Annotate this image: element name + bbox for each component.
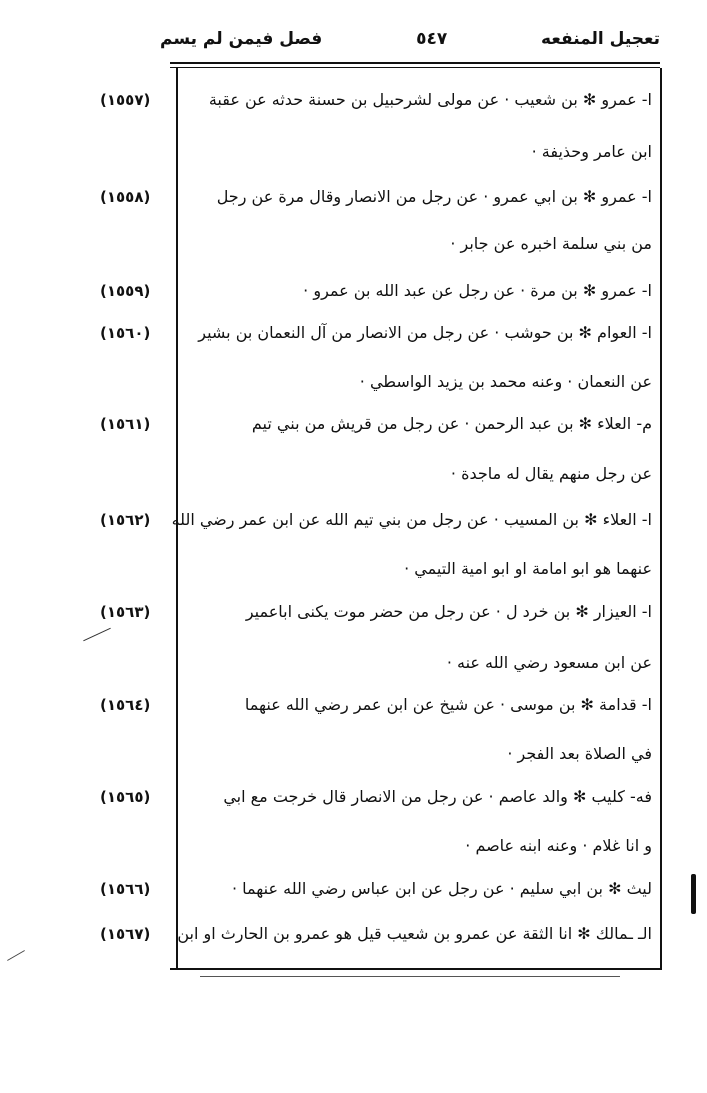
entry-number: (١٥٦٢) (100, 511, 151, 529)
entry-text-line: ا- عمرو ✻ بن ابي عمرو · عن رجل من الانصار وقال مرة عن رجل (216, 187, 652, 206)
entry-text-line: الـ ـمالك ✻ انا الثقة عن عمرو بن شعيب قيل هو عمرو بن الحارث او ابن (177, 924, 652, 943)
entry-text-line: عن النعمان · وعنه محمد بن يزيد الواسطي · (359, 372, 652, 391)
header-rule (170, 62, 660, 64)
header-rule-inner (170, 67, 660, 68)
page-header (160, 18, 660, 60)
entry-number: (١٥٦١) (100, 415, 151, 433)
entry-number: (١٥٦٦) (100, 880, 151, 898)
entry-text-line: ليث ✻ بن ابي سليم · عن رجل عن ابن عباس رضي الله عنهما · (231, 879, 652, 898)
entry-text-line: و انا غلام · وعنه ابنه عاصم · (465, 836, 652, 855)
entry-number: (١٥٦٣) (100, 603, 151, 621)
book-title: تعجيل المنفعه (541, 29, 660, 49)
entry-text-line: ابن عامر وحذيفة · (531, 142, 652, 161)
margin-pen-mark (83, 628, 111, 642)
corner-pen-mark (7, 950, 25, 961)
entry-text-line: فه- كليب ✻ والد عاصم · عن رجل من الانصار قال خرجت مع ابي (223, 787, 652, 806)
entry-number: (١٥٥٩) (100, 282, 151, 300)
entry-text-line: ا- عمرو ✻ بن شعيب · عن مولى لشرحبيل بن حسنة حدثه عن عقبة (208, 90, 652, 109)
entry-text-line: م- العلاء ✻ بن عبد الرحمن · عن رجل من قريش من بني تيم (251, 414, 652, 433)
entry-text-line: ا- العوام ✻ بن حوشب · عن رجل من الانصار من آل النعمان بن بشير (198, 323, 652, 342)
page-number: ٥٤٧ (416, 29, 448, 49)
entry-number: (١٥٦٥) (100, 788, 151, 806)
entry-text-line: من بني سلمة اخبره عن جابر · (450, 234, 652, 253)
entry-text-line: عنهما هو ابو امامة او ابو امية التيمي · (404, 559, 652, 578)
entry-text-line: عن رجل منهم يقال له ماجدة · (450, 464, 652, 483)
entry-text-line: عن ابن مسعود رضي الله عنه · (446, 653, 652, 672)
footer-rule-inner (200, 976, 620, 977)
entry-text-line: ا- عمرو ✻ بن مرة · عن رجل عن عبد الله بن عمرو · (303, 281, 652, 300)
entry-text-line: في الصلاة بعد الفجر · (507, 744, 652, 763)
frame-right-border (660, 68, 662, 968)
margin-ink-bar (691, 874, 696, 914)
footer-rule (170, 968, 662, 970)
entry-number: (١٥٥٧) (100, 91, 151, 109)
entry-number: (١٥٥٨) (100, 188, 151, 206)
entry-number: (١٥٦٠) (100, 324, 151, 342)
entry-text-line: ا- قدامة ✻ بن موسى · عن شيخ عن ابن عمر رضي الله عنهما (244, 695, 652, 714)
entry-number: (١٥٦٧) (100, 925, 151, 943)
section-title: فصل فيمن لم يسم (160, 29, 323, 49)
entry-text-line: ا- العيزار ✻ بن خرد ل · عن رجل من حضر موت يكنى اباعمير (245, 602, 652, 621)
entry-number: (١٥٦٤) (100, 696, 151, 714)
entry-text-line: ا- العلاء ✻ بن المسيب · عن رجل من بني تيم الله عن ابن عمر رضي الله (172, 510, 652, 529)
